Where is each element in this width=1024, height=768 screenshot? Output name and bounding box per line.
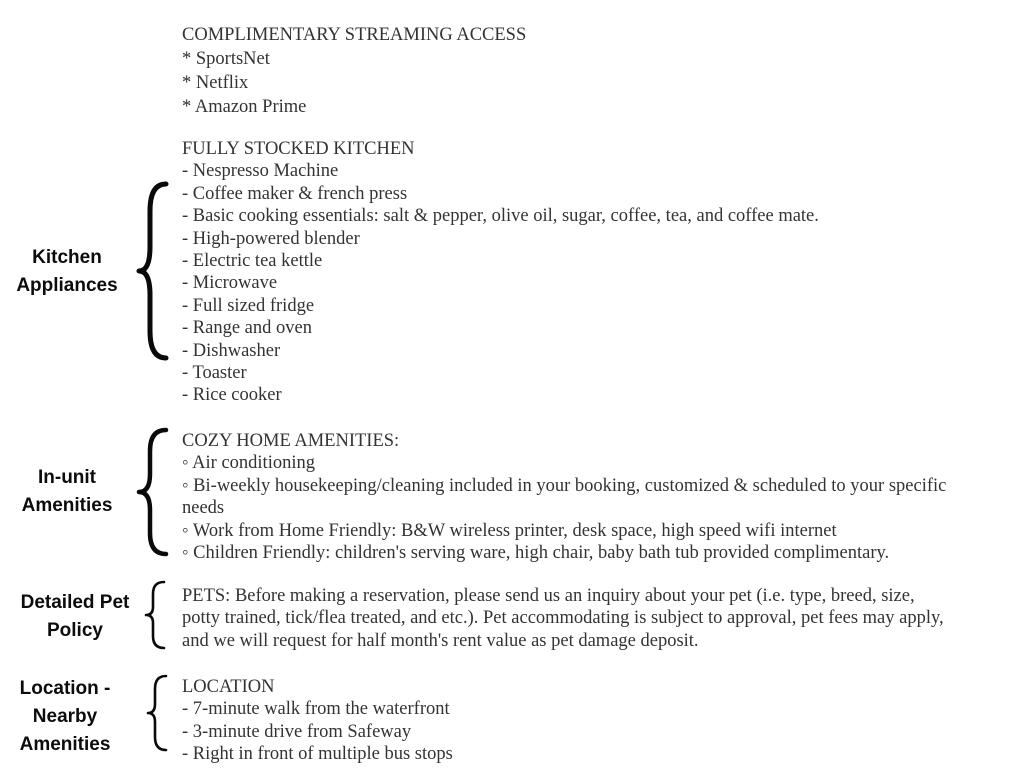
curly-brace-icon (145, 674, 169, 752)
text-line: - Dishwasher (182, 340, 281, 361)
annotation-label-kitchen-appliances (2, 244, 132, 300)
annotation-line: Amenities (21, 495, 113, 516)
text-line: - High-powered blender (182, 228, 360, 249)
text-line: - Basic cooking essentials: salt & pepper, olive oil, sugar, coffee, tea, and coffee mate. (182, 206, 819, 227)
curly-brace-icon (143, 580, 167, 650)
text-line: * Amazon Prime (182, 97, 307, 117)
text-line: - Rice cooker (182, 385, 282, 406)
text-line: needs (182, 498, 225, 519)
text-line: - Range and oven (182, 318, 312, 339)
text-line: ◦ Children Friendly: children's serving ware, high chair, baby bath tub provided complimentary. (182, 543, 890, 564)
text-line: PETS: Before making a reservation, please send us an inquiry about your pet (i.e. type, breed, size, (182, 586, 915, 606)
text-line: * SportsNet (182, 49, 270, 69)
annotation-line: Amenities (19, 734, 111, 755)
annotation-line: Detailed Pet (20, 592, 130, 613)
text-line: potty trained, tick/flea treated, and etc.). Pet accommodating is subject to approval, pet fees may apply, (182, 608, 944, 629)
section-cozy-home-amenities (182, 430, 1017, 564)
section-heading: FULLY STOCKED KITCHEN (182, 139, 415, 159)
annotation-line: Appliances (16, 275, 118, 296)
annotation-label-location-nearby-amenities (0, 675, 130, 759)
text-line: * Netflix (182, 73, 249, 93)
text-line: - 3-minute drive from Safeway (182, 721, 412, 742)
section-kitchen (182, 138, 1017, 407)
curly-brace-icon (135, 181, 169, 361)
section-pet-policy (182, 585, 1017, 652)
curly-brace-icon (135, 427, 169, 557)
section-heading: COZY HOME AMENITIES: (182, 431, 400, 451)
text-line: - Electric tea kettle (182, 251, 323, 272)
annotation-line: Location - (19, 678, 111, 699)
annotation-line: In-unit (37, 467, 97, 488)
text-line: - 7-minute walk from the waterfront (182, 699, 450, 720)
text-line: - Microwave (182, 273, 278, 294)
text-line: - Nespresso Machine (182, 161, 339, 182)
section-heading: LOCATION (182, 677, 275, 697)
annotation-line: Kitchen (32, 247, 102, 268)
annotation-label-in-unit-amenities (2, 464, 132, 520)
text-line: - Right in front of multiple bus stops (182, 744, 453, 765)
text-line: ◦ Air conditioning (182, 453, 315, 474)
text-line: ◦ Work from Home Friendly: B&W wireless printer, desk space, high speed wifi internet (182, 520, 837, 541)
section-heading: COMPLIMENTARY STREAMING ACCESS (182, 25, 527, 45)
section-location (182, 676, 1017, 766)
text-line: - Full sized fridge (182, 295, 315, 316)
section-streaming (182, 23, 1017, 119)
annotation-label-detailed-pet-policy (10, 589, 140, 645)
annotation-line: Nearby (32, 706, 98, 727)
text-line: - Coffee maker & french press (182, 183, 408, 204)
annotation-line: Policy (47, 620, 103, 641)
text-line: and we will request for half month's rent value as pet damage deposit. (182, 630, 699, 651)
text-line: ◦ Bi-weekly housekeeping/cleaning included in your booking, customized & scheduled to your specific (182, 475, 947, 496)
text-line: - Toaster (182, 363, 247, 384)
